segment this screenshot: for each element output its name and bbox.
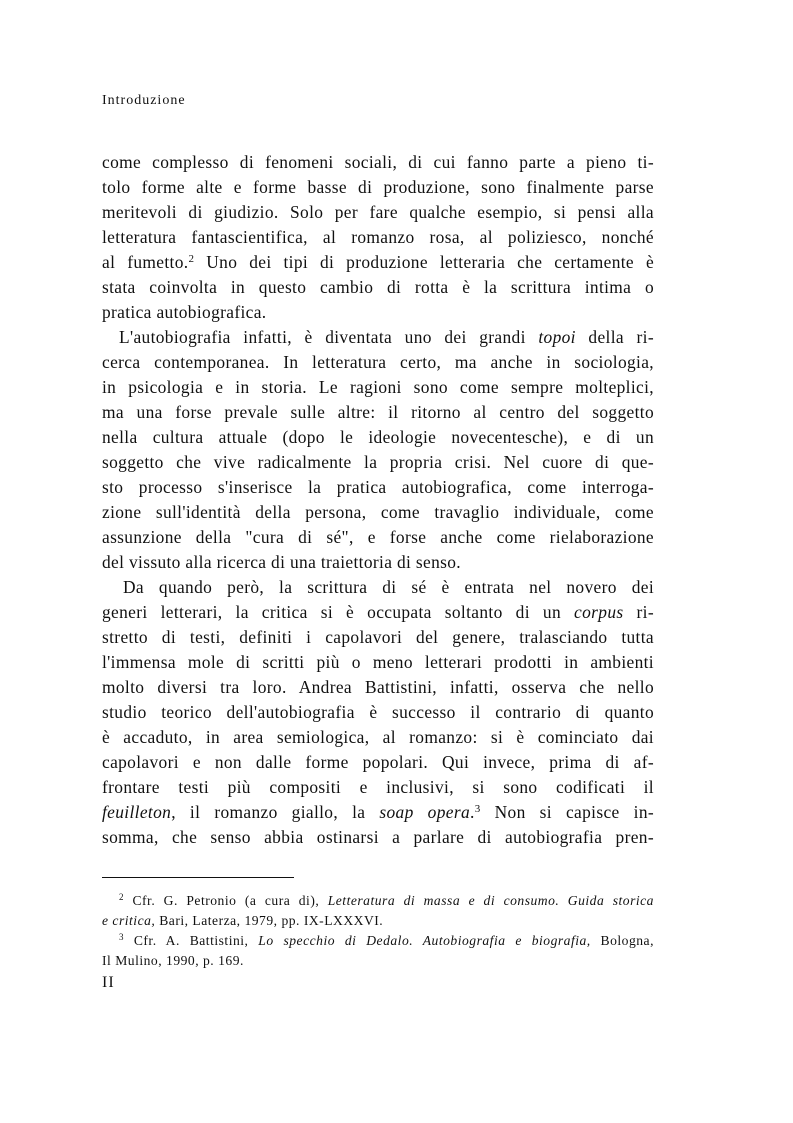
- text-line: studio teorico dell'autobiografia è successo il contrario di quanto: [102, 702, 654, 722]
- footnote-ref-2: 2: [188, 253, 195, 265]
- italic-term: feuilleton: [102, 802, 172, 822]
- body-text: [102, 150, 654, 850]
- text-line: sto processo s'inserisce la pratica autobiografica, come interroga-: [102, 477, 654, 497]
- text-run: Bologna,: [590, 933, 654, 948]
- italic-title: e critica,: [102, 913, 156, 928]
- text-run: della ri-: [575, 327, 655, 347]
- text-line: Da quando però, la scrittura di sé è entrata nel novero dei: [123, 577, 654, 597]
- text-line: l'immensa mole di scritti più o meno letterari prodotti in ambienti: [102, 652, 654, 672]
- text-line: [102, 600, 654, 625]
- text-run: al fumetto.: [102, 252, 189, 272]
- footnote-2-line: [102, 891, 654, 911]
- text-run: Cfr. A. Battistini,: [124, 933, 259, 948]
- footnote-3-line: [102, 931, 654, 951]
- text-run: Bari, Laterza, 1979, pp. IX-LXXXVI.: [155, 913, 384, 928]
- text-run: ri-: [623, 602, 654, 622]
- italic-title: Letteratura di massa e di consumo. Guida storica: [327, 893, 654, 908]
- text-line: frontare testi più compositi e inclusivi, si sono codificati il: [102, 777, 654, 797]
- text-run: generi letterari, la critica si è occupata soltanto di un: [102, 602, 575, 622]
- text-line: cerca contemporanea. In letteratura certo, ma anche in sociologia,: [102, 352, 654, 372]
- text-line: del vissuto alla ricerca di una traiettoria di senso.: [102, 552, 462, 572]
- text-run: Uno dei tipi di produzione letteraria che certamente è: [194, 252, 655, 272]
- text-line: in psicologia e in storia. Le ragioni sono come sempre molteplici,: [102, 377, 654, 397]
- text-line: letteratura fantascientifica, al romanzo rosa, al poliziesco, nonché: [102, 227, 654, 247]
- text-run: , il romanzo giallo, la: [171, 802, 380, 822]
- text-line: [102, 250, 654, 275]
- italic-term: soap opera: [379, 802, 471, 822]
- text-line: stata coinvolta in questo cambio di rotta è la scrittura intima o: [102, 277, 654, 297]
- text-line: nella cultura attuale (dopo le ideologie novecentesche), e di un: [102, 427, 654, 447]
- text-line: pratica autobiografica.: [102, 302, 267, 322]
- text-line: assunzione della "cura di sé", e forse anche come rielaborazione: [102, 527, 654, 547]
- italic-term: corpus: [574, 602, 624, 622]
- text-line: è accaduto, in area semiologica, al romanzo: si è cominciato dai: [102, 727, 654, 747]
- text-line: come complesso di fenomeni sociali, di cui fanno parte a pieno ti-: [102, 152, 654, 172]
- text-run: L'autobiografia infatti, è diventata uno dei grandi: [119, 327, 539, 347]
- text-line: capolavori e non dalle forme popolari. Qui invece, prima di af-: [102, 752, 654, 772]
- text-line: soggetto che vive radicalmente la propria crisi. Nel cuore di que-: [102, 452, 654, 472]
- text-line: meritevoli di giudizio. Solo per fare qualche esempio, si pensi alla: [102, 202, 654, 222]
- footnote-number: 2: [119, 892, 124, 902]
- text-line: zione sull'identità della persona, come travaglio individuale, come: [102, 502, 654, 522]
- text-run: .: [470, 802, 475, 822]
- text-line: ma una forse prevale sulle altre: il ritorno al centro del soggetto: [102, 402, 654, 422]
- running-head: Introduzione: [102, 93, 186, 108]
- italic-title: Lo specchio di Dedalo. Autobiografia e biografia,: [258, 933, 591, 948]
- footnote-2-line: [102, 911, 654, 931]
- text-line: molto diversi tra loro. Andrea Battistini, infatti, osserva che nello: [102, 677, 654, 697]
- footnote-number: 3: [119, 932, 124, 942]
- text-run: Non si capisce in-: [480, 802, 655, 822]
- italic-term: topoi: [538, 327, 576, 347]
- footnote-3-line: Il Mulino, 1990, p. 169.: [102, 953, 244, 968]
- text-line: tolo forme alte e forme basse di produzione, sono finalmente parse: [102, 177, 654, 197]
- text-line: [102, 325, 654, 350]
- page-number: II: [102, 974, 115, 991]
- text-run: Cfr. G. Petronio (a cura di),: [124, 893, 328, 908]
- footnote-separator: [102, 877, 294, 878]
- text-line: stretto di testi, definiti i capolavori del genere, tralasciando tutta: [102, 627, 654, 647]
- footnotes: [102, 891, 654, 971]
- text-line: somma, che senso abbia ostinarsi a parlare di autobiografia pren-: [102, 827, 654, 847]
- footnote-ref-3: 3: [474, 803, 481, 815]
- text-line: [102, 800, 654, 825]
